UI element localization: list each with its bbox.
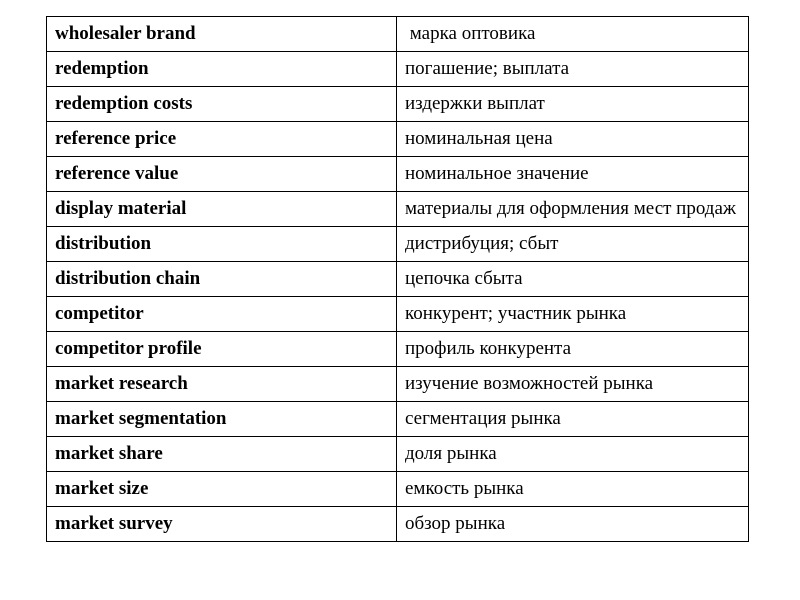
term-cell: reference value bbox=[47, 157, 397, 192]
table-row bbox=[47, 437, 749, 472]
translation-cell: обзор рынка bbox=[397, 507, 749, 542]
glossary-table bbox=[46, 16, 749, 542]
term-cell: competitor bbox=[47, 297, 397, 332]
translation-cell: сегментация рынка bbox=[397, 402, 749, 437]
table-row bbox=[47, 157, 749, 192]
term-cell: market size bbox=[47, 472, 397, 507]
translation-cell: марка оптовика bbox=[397, 17, 749, 52]
translation-cell: дистрибуция; сбыт bbox=[397, 227, 749, 262]
term-cell: market segmentation bbox=[47, 402, 397, 437]
table-row bbox=[47, 402, 749, 437]
term-cell: market research bbox=[47, 367, 397, 402]
term-cell: distribution bbox=[47, 227, 397, 262]
term-cell: distribution chain bbox=[47, 262, 397, 297]
table-row bbox=[47, 17, 749, 52]
translation-cell: номинальное значение bbox=[397, 157, 749, 192]
term-cell: competitor profile bbox=[47, 332, 397, 367]
translation-cell: профиль конкурента bbox=[397, 332, 749, 367]
term-cell: wholesaler brand bbox=[47, 17, 397, 52]
table-row bbox=[47, 367, 749, 402]
translation-cell: емкость рынка bbox=[397, 472, 749, 507]
translation-cell: доля рынка bbox=[397, 437, 749, 472]
table-row bbox=[47, 122, 749, 157]
translation-cell: погашение; выплата bbox=[397, 52, 749, 87]
table-row bbox=[47, 507, 749, 542]
table-row bbox=[47, 332, 749, 367]
translation-cell: номинальная цена bbox=[397, 122, 749, 157]
term-cell: market share bbox=[47, 437, 397, 472]
table-row bbox=[47, 192, 749, 227]
translation-cell: материалы для оформления мест продаж bbox=[397, 192, 749, 227]
table-row bbox=[47, 227, 749, 262]
table-row bbox=[47, 87, 749, 122]
glossary-body bbox=[47, 17, 749, 542]
term-cell: display material bbox=[47, 192, 397, 227]
term-cell: market survey bbox=[47, 507, 397, 542]
translation-cell: цепочка сбыта bbox=[397, 262, 749, 297]
table-row bbox=[47, 262, 749, 297]
translation-cell: конкурент; участник рынка bbox=[397, 297, 749, 332]
table-row bbox=[47, 472, 749, 507]
table-row bbox=[47, 297, 749, 332]
translation-cell: издержки выплат bbox=[397, 87, 749, 122]
term-cell: redemption bbox=[47, 52, 397, 87]
table-row bbox=[47, 52, 749, 87]
translation-cell: изучение возможностей рынка bbox=[397, 367, 749, 402]
term-cell: reference price bbox=[47, 122, 397, 157]
term-cell: redemption costs bbox=[47, 87, 397, 122]
